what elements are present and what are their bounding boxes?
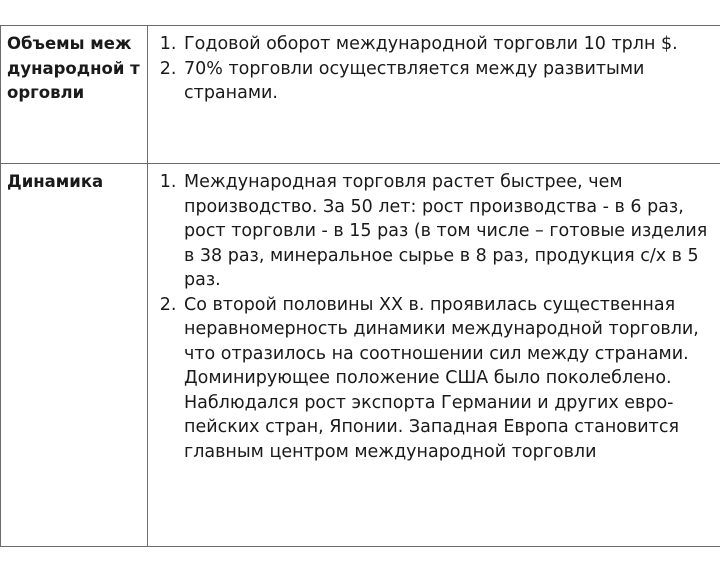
row-content-volumes xyxy=(148,26,720,164)
row-content-dynamics xyxy=(148,164,720,547)
points-list-volumes xyxy=(156,32,720,106)
points-list-dynamics xyxy=(156,170,720,464)
info-table xyxy=(0,25,720,547)
table-row-volumes xyxy=(1,26,720,164)
table-row-dynamics xyxy=(1,164,720,547)
row-label-dynamics: Динамика xyxy=(1,164,148,547)
list-item: 1. Международная торговля растет быстрее, чем производство. За 50 лет: рост производства - в 6 раз, рост торговли - в 15 раз (в том числе – готовые изделия в 38 раз, минеральное сырье в 8 раз, продукция с/х в 5 раз. xyxy=(182,170,720,293)
list-item: 2. 70% торговли осуществляется между развитыми странами. xyxy=(182,57,720,106)
list-item: 1. Годовой оборот международной торговли 10 трлн $. xyxy=(182,32,720,57)
list-item: 2. Со второй половины XX в. проявилась существенная неравномерность динамики международной торговли, что отразилось на соотношении сил между странами. Доминирующее положение США было поколеблено. Наблюдался рост экспорта Германии и других евро-пейских стран, Японии. Западная Европа становится главным центром международной торговли xyxy=(182,293,720,465)
row-label-volumes: Объемы международной торговли xyxy=(1,26,148,164)
